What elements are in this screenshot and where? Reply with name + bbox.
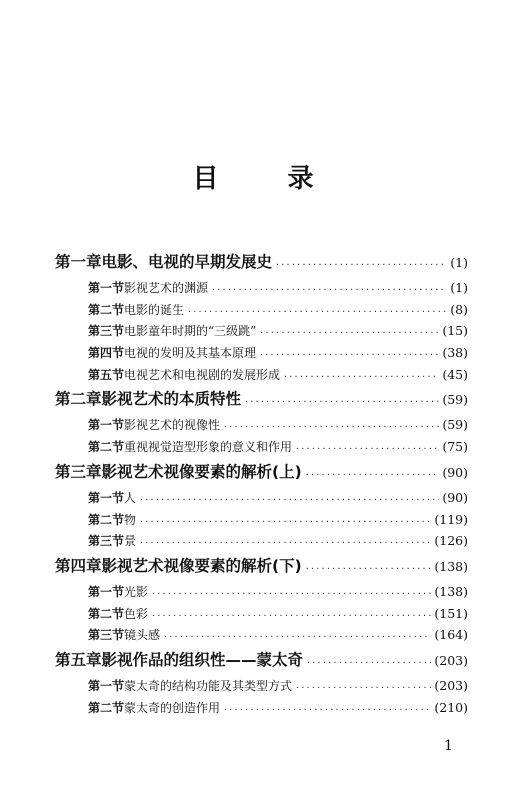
dot-leader — [244, 397, 439, 406]
section-page-number: (138) — [434, 583, 468, 599]
section-page-number: (164) — [434, 627, 468, 643]
toc-chapter-entry[interactable] — [55, 648, 468, 677]
section-page-number: (8) — [450, 301, 468, 317]
section-title: 电影的诞生 — [124, 302, 185, 317]
chapter-page-number: (1) — [450, 255, 468, 270]
section-number: 第四节 — [88, 346, 125, 361]
section-number: 第二节 — [88, 302, 125, 317]
section-number: 第二节 — [88, 440, 125, 455]
chapter-title: 电影、电视的早期发展史 — [101, 253, 273, 271]
dot-leader — [295, 444, 439, 453]
toc-section-entry[interactable] — [55, 583, 468, 605]
section-title: 蒙太奇的结构功能及其类型方式 — [124, 678, 293, 693]
toc-chapter-entry[interactable] — [55, 250, 468, 279]
section-title: 电影童年时期的“三级跳” — [124, 324, 257, 339]
toc-section-entry[interactable] — [55, 605, 468, 627]
section-number: 第三节 — [88, 628, 125, 643]
dot-leader — [139, 517, 431, 526]
section-page-number: (59) — [442, 417, 468, 433]
section-page-number: (38) — [442, 345, 468, 361]
section-page-number: (1) — [450, 280, 468, 295]
table-of-contents — [55, 250, 468, 720]
chapter-page-number: (203) — [434, 652, 468, 668]
section-number: 第三节 — [88, 324, 125, 339]
section-page-number: (203) — [434, 677, 468, 693]
toc-chapter-entry[interactable] — [55, 554, 468, 583]
dot-leader — [305, 470, 440, 479]
toc-section-entry[interactable] — [55, 416, 468, 438]
dot-leader — [305, 564, 432, 573]
toc-section-entry[interactable] — [55, 322, 468, 344]
section-number: 第二节 — [88, 512, 125, 527]
dot-leader — [139, 495, 439, 504]
chapter-page-number: (90) — [442, 464, 468, 480]
section-page-number: (15) — [442, 323, 468, 339]
toc-section-entry[interactable] — [55, 489, 468, 511]
chapter-number: 第二章 — [55, 390, 102, 409]
dot-leader — [151, 611, 431, 620]
dot-leader — [283, 372, 439, 381]
toc-section-entry[interactable] — [55, 344, 468, 366]
toc-section-entry[interactable] — [55, 699, 468, 721]
toc-section-entry[interactable] — [55, 626, 468, 648]
chapter-number: 第四章 — [55, 556, 102, 575]
section-number: 第一节 — [88, 281, 125, 295]
dot-leader — [139, 538, 431, 547]
page-title: 目 录 — [192, 164, 344, 194]
chapter-title: 影视艺术视像要素的解析(下) — [101, 556, 302, 575]
dot-leader — [306, 658, 431, 667]
section-title: 镜头感 — [124, 628, 161, 643]
dot-leader — [163, 632, 431, 641]
chapter-page-number: (59) — [442, 392, 468, 408]
section-page-number: (45) — [442, 366, 468, 382]
section-title: 影视艺术的渊源 — [124, 281, 209, 295]
section-title: 影视艺术的视像性 — [124, 418, 221, 433]
section-page-number: (90) — [442, 489, 468, 505]
section-title: 景 — [124, 534, 137, 549]
section-page-number: (210) — [434, 699, 468, 715]
toc-section-entry[interactable] — [55, 438, 468, 460]
toc-section-entry[interactable] — [55, 301, 468, 323]
section-number: 第一节 — [88, 584, 125, 599]
chapter-title: 影视艺术视像要素的解析(上) — [101, 462, 302, 481]
toc-section-entry[interactable] — [55, 366, 468, 388]
section-page-number: (75) — [442, 439, 468, 455]
dot-leader — [259, 350, 439, 359]
dot-leader — [259, 328, 439, 337]
section-number: 第一节 — [88, 490, 125, 505]
section-page-number: (126) — [434, 533, 468, 549]
section-number: 第二节 — [88, 700, 125, 715]
dot-leader — [187, 307, 447, 316]
dot-leader — [223, 422, 439, 431]
toc-section-entry[interactable] — [55, 511, 468, 533]
toc-section-entry[interactable] — [55, 677, 468, 699]
section-title: 蒙太奇的创造作用 — [124, 700, 221, 715]
section-number: 第一节 — [88, 418, 125, 433]
section-title: 物 — [124, 512, 137, 527]
toc-chapter-entry[interactable] — [55, 387, 468, 416]
section-number: 第二节 — [88, 606, 125, 621]
toc-section-entry[interactable] — [55, 279, 468, 301]
section-title: 色彩 — [124, 606, 149, 621]
section-title: 重视视觉造型形象的意义和作用 — [124, 440, 293, 455]
section-page-number: (119) — [434, 511, 468, 527]
toc-chapter-entry[interactable] — [55, 460, 468, 489]
dot-leader — [223, 705, 431, 714]
chapter-title: 影视艺术的本质特性 — [101, 390, 242, 409]
dot-leader — [275, 260, 447, 269]
section-title: 电视艺术和电视剧的发展形成 — [124, 367, 281, 382]
dot-leader — [211, 285, 447, 294]
chapter-number: 第一章 — [55, 253, 102, 271]
dot-leader — [151, 589, 431, 598]
section-number: 第三节 — [88, 534, 125, 549]
chapter-page-number: (138) — [434, 558, 468, 574]
section-title: 电视的发明及其基本原理 — [124, 346, 257, 361]
dot-leader — [295, 683, 431, 692]
toc-section-entry[interactable] — [55, 532, 468, 554]
section-title: 人 — [124, 490, 137, 505]
chapter-number: 第五章 — [55, 650, 102, 669]
section-page-number: (151) — [434, 605, 468, 621]
section-number: 第一节 — [88, 678, 125, 693]
chapter-title: 影视作品的组织性——蒙太奇 — [101, 650, 304, 669]
section-number: 第五节 — [88, 367, 125, 382]
chapter-number: 第三章 — [55, 462, 102, 481]
page-number: 1 — [444, 738, 453, 754]
section-title: 光影 — [124, 584, 149, 599]
